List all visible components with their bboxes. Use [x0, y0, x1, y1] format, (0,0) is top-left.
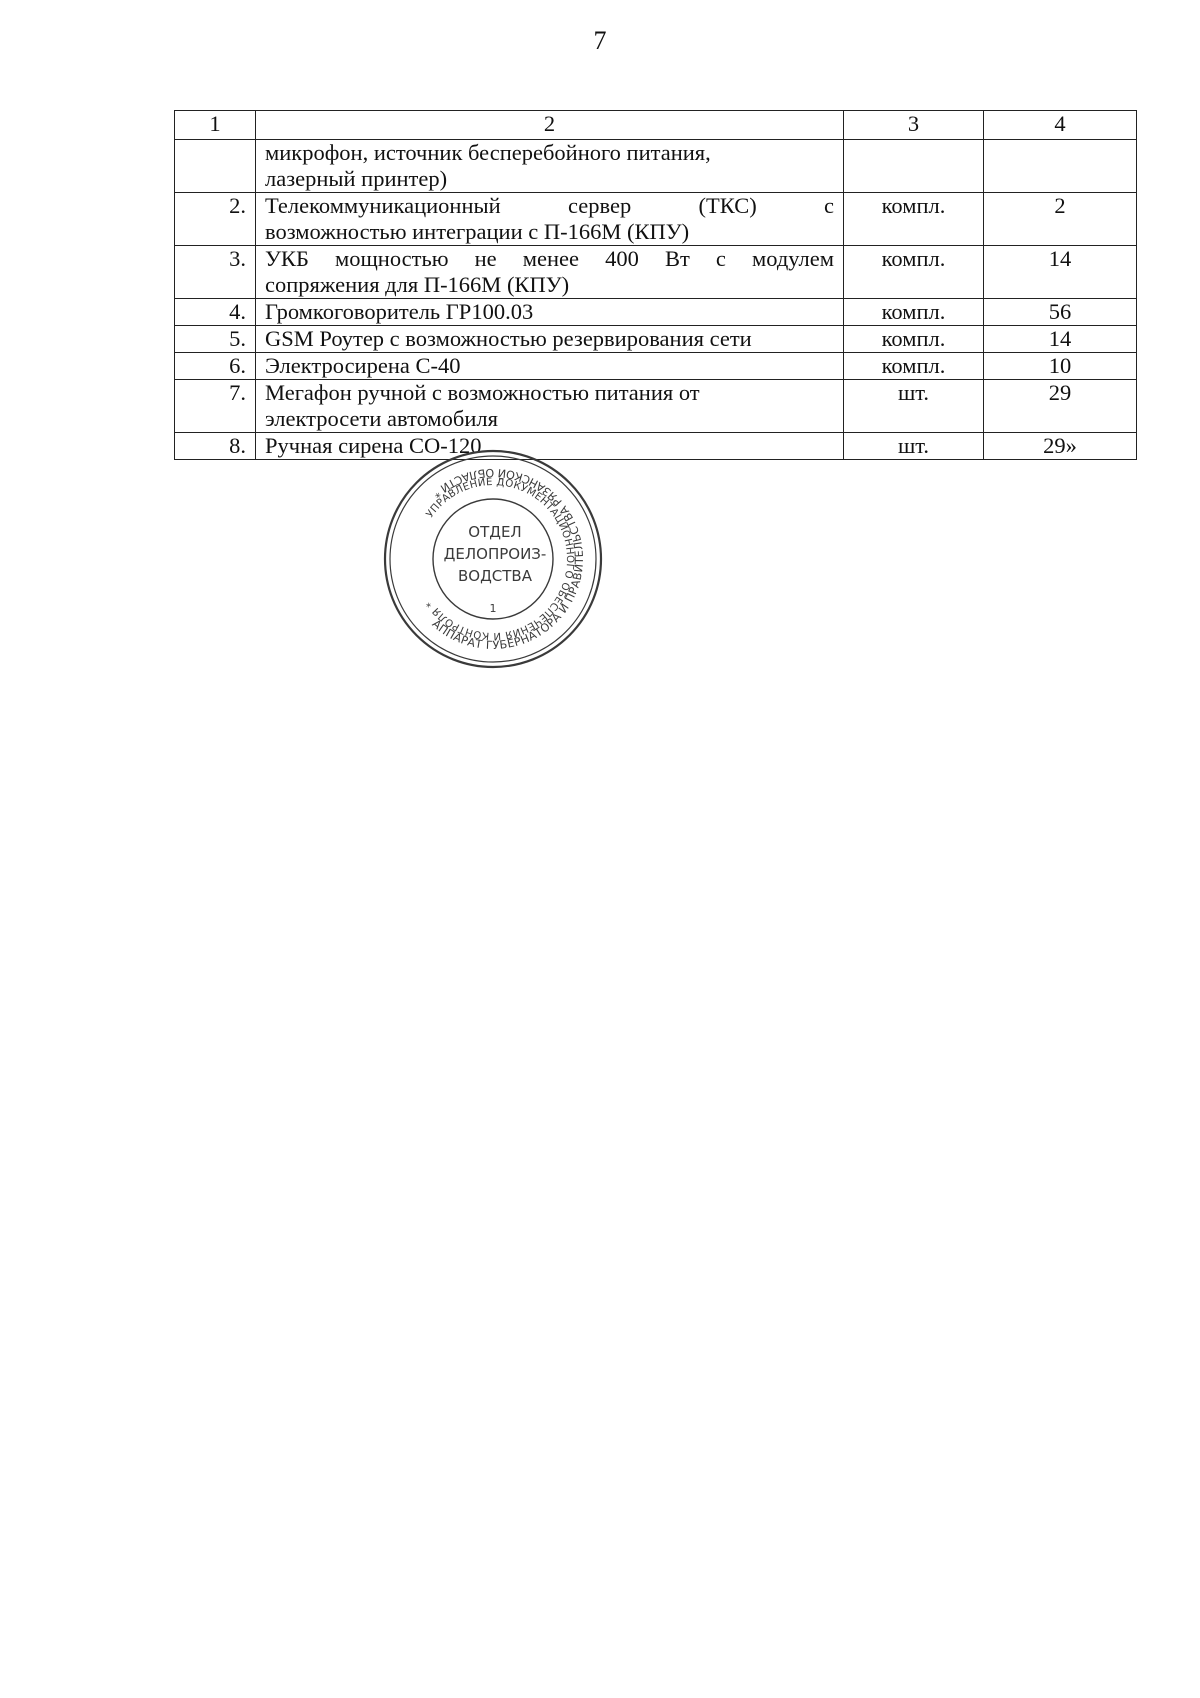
- row-description: [256, 380, 844, 433]
- row-quantity: 10: [984, 353, 1137, 380]
- stamp-inner-ring-text: УПРАВЛЕНИЕ ДОКУМЕНТАЦИОННОГО ОБЕСПЕЧЕНИЯ И КОНТРОЛЯ *: [424, 476, 576, 642]
- stamp-center-line: ВОДСТВА: [457, 567, 533, 585]
- stamp-center-line: ОТДЕЛ: [468, 523, 522, 541]
- row-number: 6.: [175, 353, 256, 380]
- row-number: 7.: [175, 380, 256, 433]
- table-row: [175, 353, 1137, 380]
- row-description: [256, 353, 844, 380]
- table-header-row: [175, 111, 1137, 140]
- table-row: [175, 246, 1137, 299]
- description-line: возможностью интеграции с П-166М (КПУ): [265, 219, 690, 244]
- row-unit: шт.: [844, 433, 984, 460]
- stamp-outer-ring-text: АППАРАТ ГУБЕРНАТОРА И ПРАВИТЕЛЬСТВА РЯЗАНСКОЙ ОБЛАСТИ *: [429, 465, 587, 653]
- row-quantity: [984, 140, 1137, 193]
- row-quantity: 14: [984, 326, 1137, 353]
- row-unit: компл.: [844, 326, 984, 353]
- row-quantity: 29»: [984, 433, 1137, 460]
- row-unit: компл.: [844, 353, 984, 380]
- header-cell: 4: [984, 111, 1137, 140]
- row-number: 3.: [175, 246, 256, 299]
- description-line: Мегафон ручной с возможностью питания от: [265, 380, 700, 405]
- description-line: лазерный принтер): [265, 166, 448, 191]
- table-row: [175, 380, 1137, 433]
- header-cell: 2: [256, 111, 844, 140]
- row-quantity: 29: [984, 380, 1137, 433]
- row-description: [256, 140, 844, 193]
- row-unit: компл.: [844, 299, 984, 326]
- row-description: [256, 246, 844, 299]
- row-unit: [844, 140, 984, 193]
- table-row: [175, 433, 1137, 460]
- row-unit: компл.: [844, 193, 984, 246]
- page-number: 7: [593, 26, 607, 55]
- row-number: 8.: [175, 433, 256, 460]
- row-number: [175, 140, 256, 193]
- row-quantity: 56: [984, 299, 1137, 326]
- row-number: 4.: [175, 299, 256, 326]
- row-quantity: 14: [984, 246, 1137, 299]
- description-line: Телекоммуникационный сервер (ТКС) с: [265, 193, 834, 218]
- row-description: [256, 326, 844, 353]
- description-line: GSM Роутер с возможностью резервирования сети: [265, 326, 752, 351]
- row-unit: компл.: [844, 246, 984, 299]
- header-cell: 1: [175, 111, 256, 140]
- description-line: Электросирена С-40: [265, 353, 461, 378]
- description-line: электросети автомобиля: [265, 406, 498, 431]
- specification-table: [174, 110, 1137, 460]
- table-row: [175, 140, 1137, 193]
- row-description: [256, 193, 844, 246]
- row-description: [256, 299, 844, 326]
- row-number: 5.: [175, 326, 256, 353]
- description-line: Громкоговоритель ГР100.03: [265, 299, 534, 324]
- stamp-number: 1: [489, 602, 497, 615]
- row-number: 2.: [175, 193, 256, 246]
- description-line: сопряжения для П-166М (КПУ): [265, 272, 570, 297]
- table-row: [175, 299, 1137, 326]
- stamp-center-line: ДЕЛОПРОИЗ-: [443, 545, 547, 563]
- description-line: микрофон, источник бесперебойного питания,: [265, 140, 711, 165]
- header-cell: 3: [844, 111, 984, 140]
- table-row: [175, 193, 1137, 246]
- row-quantity: 2: [984, 193, 1137, 246]
- table-row: [175, 326, 1137, 353]
- description-line: Ручная сирена СО-120: [265, 433, 482, 458]
- description-line: УКБ мощностью не менее 400 Вт с модулем: [265, 246, 834, 271]
- office-seal-stamp: [378, 444, 608, 674]
- row-unit: шт.: [844, 380, 984, 433]
